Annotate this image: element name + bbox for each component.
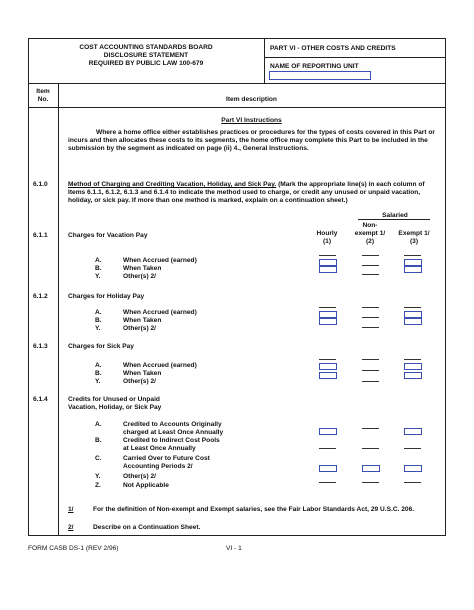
hourly-col-number: (1) xyxy=(322,238,332,245)
exempt-checkbox[interactable] xyxy=(404,465,422,472)
salaried-head: Salaried xyxy=(382,212,408,219)
option-text: When Taken xyxy=(123,370,162,377)
hourly-checkbox[interactable] xyxy=(319,372,337,379)
option-text: When Accrued (earned) xyxy=(123,362,197,369)
entry-line[interactable] xyxy=(362,448,379,449)
entry-line[interactable] xyxy=(362,274,379,275)
option-text: Accounting Periods 2/ xyxy=(123,463,193,470)
frame-right xyxy=(445,38,446,536)
entry-line[interactable] xyxy=(404,307,421,308)
entry-line[interactable] xyxy=(404,359,421,360)
option-text: Other(s) 2/ xyxy=(123,325,156,332)
entry-line[interactable] xyxy=(362,482,379,483)
entry-line[interactable] xyxy=(362,381,379,382)
item-6-1-2-title: Charges for Holiday Pay xyxy=(68,293,145,300)
option-letter: A. xyxy=(95,309,102,316)
entry-line[interactable] xyxy=(319,255,336,256)
entry-line[interactable] xyxy=(362,317,379,318)
hourly-checkbox[interactable] xyxy=(319,311,337,318)
item-6-1-4-title-line2: Vacation, Holiday, or Sick Pay xyxy=(68,404,162,411)
entry-line[interactable] xyxy=(319,359,336,360)
hourly-checkbox[interactable] xyxy=(319,428,337,435)
option-letter: A. xyxy=(95,421,102,428)
exempt-checkbox[interactable] xyxy=(404,363,422,370)
option-letter: Z. xyxy=(95,482,101,489)
item-6-1-3-number: 6.1.3 xyxy=(33,343,48,350)
item-description-head: Item description xyxy=(226,96,277,103)
entry-line[interactable] xyxy=(362,359,379,360)
item-6-1-2-number: 6.1.2 xyxy=(33,293,48,300)
nonexempt-col-number: (2) xyxy=(365,238,375,245)
item-6-1-0-title: Method of Charging and Crediting Vacation, Holiday, and Sick Pay. xyxy=(68,181,277,188)
exempt-checkbox[interactable] xyxy=(404,428,422,435)
option-text: at Least Once Annually xyxy=(123,445,196,452)
item-6-1-0-text xyxy=(68,181,440,205)
item-no-head-line1: Item xyxy=(36,88,50,95)
item-6-1-1-title: Charges for Vacation Pay xyxy=(68,232,148,239)
option-letter: Y. xyxy=(95,273,101,280)
option-letter: B. xyxy=(95,265,102,272)
option-text: Credited to Indirect Cost Pools xyxy=(123,437,220,444)
entry-line[interactable] xyxy=(362,265,379,266)
item-no-column-divider xyxy=(58,83,59,536)
hourly-checkbox[interactable] xyxy=(319,266,337,273)
header-part-title: PART VI - OTHER COSTS AND CREDITS xyxy=(270,45,396,52)
item-6-1-4-title-line1: Credits for Unused or Unpaid xyxy=(68,396,160,403)
entry-line[interactable] xyxy=(319,482,336,483)
option-text: Other(s) 2/ xyxy=(123,378,156,385)
header-left-line2: DISCLOSURE STATEMENT xyxy=(103,52,189,59)
option-text: Not Applicable xyxy=(123,482,169,489)
option-text: When Taken xyxy=(123,317,162,324)
option-letter: C. xyxy=(95,455,102,462)
entry-line[interactable] xyxy=(362,307,379,308)
exempt-checkbox[interactable] xyxy=(404,266,422,273)
hourly-checkbox[interactable] xyxy=(319,465,337,472)
option-letter: B. xyxy=(95,317,102,324)
entry-line[interactable] xyxy=(362,428,379,429)
option-text: charged at Least Once Annually xyxy=(123,429,224,436)
hourly-checkbox[interactable] xyxy=(319,318,337,325)
footnote-text: For the definition of Non-exempt and Exempt salaries, see the Fair Labor Standards Act, 29 U.S.C. 206. xyxy=(93,506,415,513)
header-left-line1: COST ACCOUNTING STANDARDS BOARD xyxy=(79,44,213,51)
right-header-rule xyxy=(264,57,446,58)
footnote-mark: 2/ xyxy=(68,524,74,531)
frame-left xyxy=(28,38,29,536)
option-text: When Accrued (earned) xyxy=(123,257,197,264)
frame-colhead-bottom xyxy=(28,107,446,108)
entry-line[interactable] xyxy=(404,255,421,256)
hourly-head: Hourly xyxy=(316,230,338,237)
entry-line[interactable] xyxy=(404,448,421,449)
hourly-checkbox[interactable] xyxy=(319,363,337,370)
item-6-1-0-number: 6.1.0 xyxy=(33,181,48,188)
option-letter: Y. xyxy=(95,378,101,385)
exempt-checkbox[interactable] xyxy=(404,311,422,318)
option-text: Credited to Accounts Originally xyxy=(123,421,222,428)
frame-bottom xyxy=(28,535,446,536)
option-letter: B. xyxy=(95,370,102,377)
form-number: FORM CASB DS-1 (REV 2/96) xyxy=(28,545,119,552)
frame-header-bottom xyxy=(28,83,446,84)
option-letter: B. xyxy=(95,437,102,444)
entry-line[interactable] xyxy=(362,370,379,371)
header-left-line3: REQUIRED BY PUBLIC LAW 100-679 xyxy=(88,60,204,67)
instructions-body: Where a home office either establishes practices or procedures for the types of costs covered in this Part or incurs and then allocates these costs to its segments, the home office may complete this Part to be included in the submission by the segment as indicated on page (ii) 4., General Instructions. xyxy=(68,129,435,152)
option-text: Carried Over to Future Cost xyxy=(123,455,210,462)
option-letter: Y. xyxy=(95,325,101,332)
entry-line[interactable] xyxy=(404,482,421,483)
entry-line[interactable] xyxy=(362,255,379,256)
header-divider xyxy=(264,38,265,83)
item-6-1-0-body: (Mark the appropriate line(s) in each column of Items 6.1.1, 6.1.2, 6.1.3 and 6.1.4 to indicate the method used to charge, or credit any unused or unpaid vacation, holiday, or sick pay. If more than one method is marked, explain on a continuation sheet.) xyxy=(68,181,425,204)
entry-line[interactable] xyxy=(319,448,336,449)
exempt-col-number: (3) xyxy=(409,238,419,245)
exempt-checkbox[interactable] xyxy=(404,259,422,266)
exempt-checkbox[interactable] xyxy=(404,318,422,325)
header-name-label: NAME OF REPORTING UNIT xyxy=(270,63,359,70)
option-text: Other(s) 2/ xyxy=(123,473,156,480)
option-text: Other(s) 2/ xyxy=(123,273,156,280)
exempt-checkbox[interactable] xyxy=(404,372,422,379)
exempt-head: Exempt 1/ xyxy=(398,230,430,237)
footnote-text: Describe on a Continuation Sheet. xyxy=(93,524,201,531)
reporting-unit-name-field[interactable] xyxy=(269,71,371,80)
hourly-checkbox[interactable] xyxy=(319,259,337,266)
item-6-1-4-number: 6.1.4 xyxy=(33,396,48,403)
instructions-heading: Part VI Instructions xyxy=(221,117,282,124)
option-letter: Y. xyxy=(95,473,101,480)
option-text: When Taken xyxy=(123,265,162,272)
entry-line[interactable] xyxy=(319,307,336,308)
option-text: When Accrued (earned) xyxy=(123,309,197,316)
nonexempt-checkbox[interactable] xyxy=(362,465,380,472)
salaried-underline xyxy=(358,219,430,220)
page-number: VI - 1 xyxy=(226,545,242,552)
option-letter: A. xyxy=(95,362,102,369)
option-letter: A. xyxy=(95,257,102,264)
item-no-head-line2: No. xyxy=(37,96,49,103)
item-6-1-1-number: 6.1.1 xyxy=(33,232,48,239)
nonexempt-head-1: Non- xyxy=(362,222,378,229)
item-6-1-3-title: Charges for Sick Pay xyxy=(68,343,134,350)
nonexempt-head-2: exempt 1/ xyxy=(354,230,386,237)
entry-line[interactable] xyxy=(362,327,379,328)
frame-top xyxy=(28,38,446,39)
footnote-mark: 1/ xyxy=(68,506,74,513)
